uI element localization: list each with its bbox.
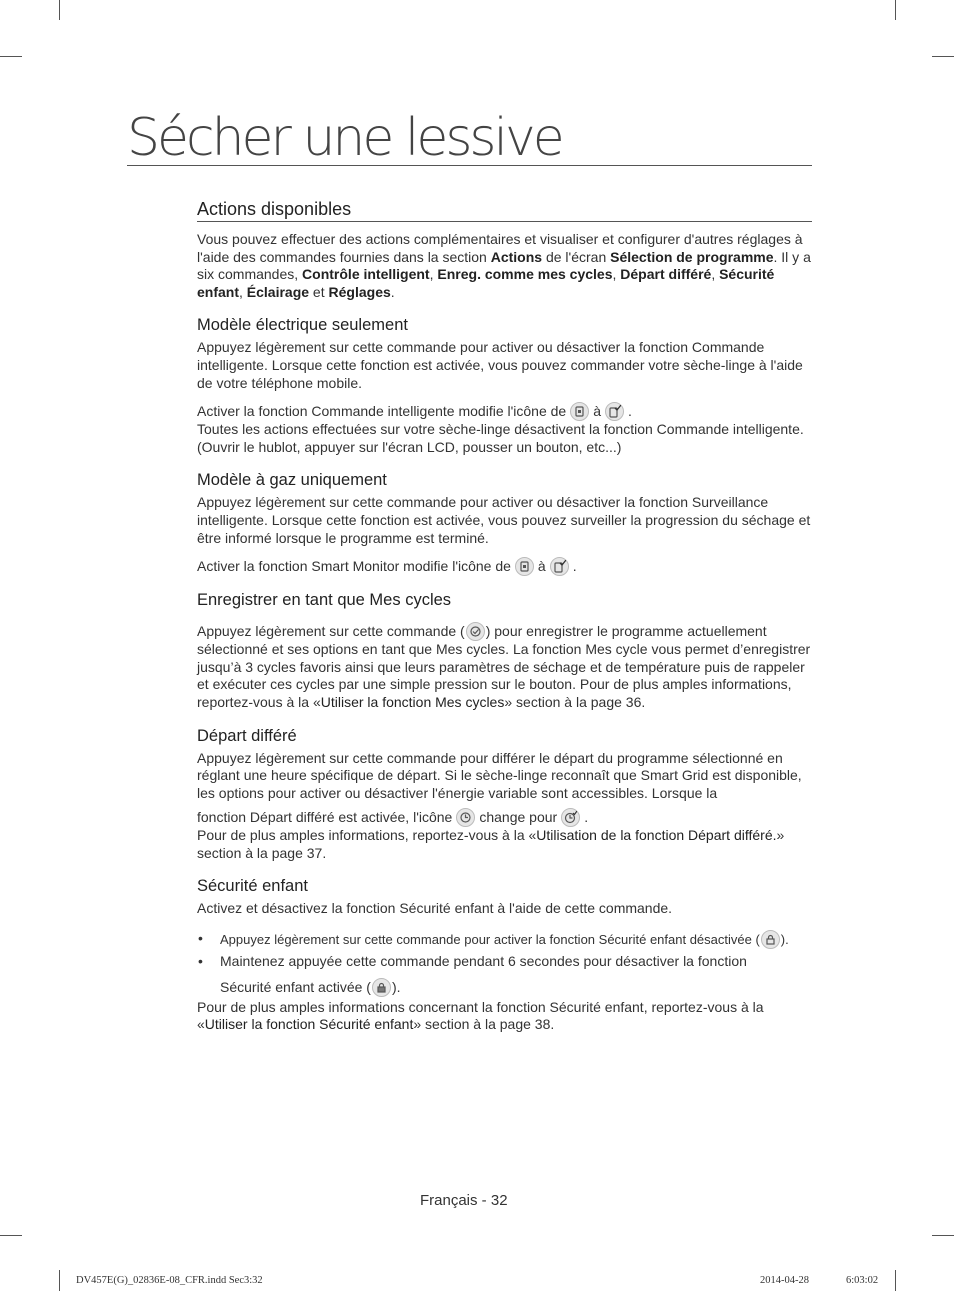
child-heading: Sécurité enfant <box>197 877 308 896</box>
crop-mark <box>0 56 22 57</box>
child-list <box>197 930 812 997</box>
mycycles-paragraph: Appuyez légèrement sur cette commande ( ) pour enregistrer le programme actuellement sélectionné et ses options en tant que Mes cycles. La fonction Mes cycle vous permet d’enregistrer jusqu’à 3 cycles favoris ainsi que leurs paramètres de séchage et de température puis de rappeler et exécuter ces cycles par une simple pression sur le bouton. Pour de plus amples informations, reportez-vous à la «Utiliser la fonction Mes cycles» section à la page 36. <box>197 623 811 710</box>
crop-mark <box>895 1270 896 1291</box>
main-content <box>197 198 812 1044</box>
page-number: Français - 32 <box>420 1192 508 1209</box>
electric-paragraph-2: Activer la fonction Commande intelligente modifie l'icône de à . <box>197 403 632 420</box>
delay-end-off-icon <box>456 808 475 827</box>
list-item: • Appuyez légèrement sur cette commande pour activer la fonction Sécurité enfant désactivée ( ). <box>197 930 812 949</box>
delay-heading: Départ différé <box>197 726 297 745</box>
delay-paragraph-1: Appuyez légèrement sur cette commande pour différer le départ du programme sélectionné en réglant une heure spécifique de départ. Si le sèche-linge reconnaît que Smart Grid est disponible, les options pour activer ou désactiver l'énergie variable sont accessibles. Lorsque la <box>197 749 802 801</box>
delay-paragraph-3: Pour de plus amples informations, reportez-vous à la «Utilisation de la fonction Départ différé.» section à la page 37. <box>197 827 785 861</box>
list-item: • Maintenez appuyée cette commande pendant 6 secondes pour désactiver la fonction Sécurité enfant activée ( ). <box>197 953 812 997</box>
crop-mark <box>932 56 954 57</box>
electric-heading: Modèle électrique seulement <box>197 316 408 335</box>
slug-date: 2014-04-28 <box>760 1275 809 1286</box>
child-lock-on-icon <box>372 978 391 997</box>
delay-end-on-icon <box>561 808 580 827</box>
child-paragraph-1: Activez et désactivez la fonction Sécurité enfant à l'aide de cette commande. <box>197 900 673 917</box>
child-paragraph-2: Pour de plus amples informations concernant la fonction Sécurité enfant, reportez-vous à la «Utiliser la fonction Sécurité enfant» section à la page 38. <box>197 998 764 1033</box>
crop-mark <box>59 0 60 20</box>
page-title: Sécher une lessive <box>127 110 812 166</box>
smart-monitor-off-icon <box>515 557 534 576</box>
crop-mark <box>895 0 896 20</box>
file-slug: DV457E(G)_02836E-08_CFR.indd Sec3:32 <box>76 1275 263 1286</box>
delay-paragraph-2: fonction Départ différé est activée, l'icône change pour . <box>197 809 589 826</box>
slug-time: 6:03:02 <box>846 1275 879 1286</box>
gas-paragraph-2: Activer la fonction Smart Monitor modifie l'icône de à . <box>197 558 577 575</box>
smart-monitor-on-icon <box>550 557 569 576</box>
intro-paragraph: Vous pouvez effectuer des actions complémentaires et visualiser et configurer d'autres réglages à l'aide des commandes fournies dans la section Actions de l'écran Sélection de programme. Il y a six commandes, Contrôle intelligent, Enreg. comme mes cycles, Départ différé, Sécurité enfant, Éclairage et Réglages. <box>197 231 811 300</box>
my-cycle-icon <box>466 622 485 641</box>
gas-paragraph-1: Appuyez légèrement sur cette commande pour activer ou désactiver la fonction Surveillance intelligente. Lorsque cette fonction est activée, vous pouvez surveiller la progression du séchage et être informé lorsque le programme est terminé. <box>197 494 811 546</box>
smart-control-on-icon <box>605 402 624 421</box>
electric-paragraph-3: Toutes les actions effectuées sur votre sèche-linge désactivent la fonction Commande intelligente. (Ouvrir le hublot, appuyer sur l'écran LCD, pousser un bouton, etc...) <box>197 421 804 455</box>
smart-control-off-icon <box>570 402 589 421</box>
gas-heading: Modèle à gaz uniquement <box>197 471 387 490</box>
child-lock-off-icon <box>761 930 780 949</box>
crop-mark <box>932 1235 954 1236</box>
section-heading: Actions disponibles <box>197 198 812 222</box>
crop-mark <box>0 1235 22 1236</box>
electric-paragraph-1: Appuyez légèrement sur cette commande pour activer ou désactiver la fonction Commande intelligente. Lorsque cette fonction est activée, vous pouvez commander votre sèche-linge à l'aide de votre téléphone mobile. <box>197 339 803 391</box>
mycycles-heading: Enregistrer en tant que Mes cycles <box>197 591 452 610</box>
crop-mark <box>59 1270 60 1291</box>
